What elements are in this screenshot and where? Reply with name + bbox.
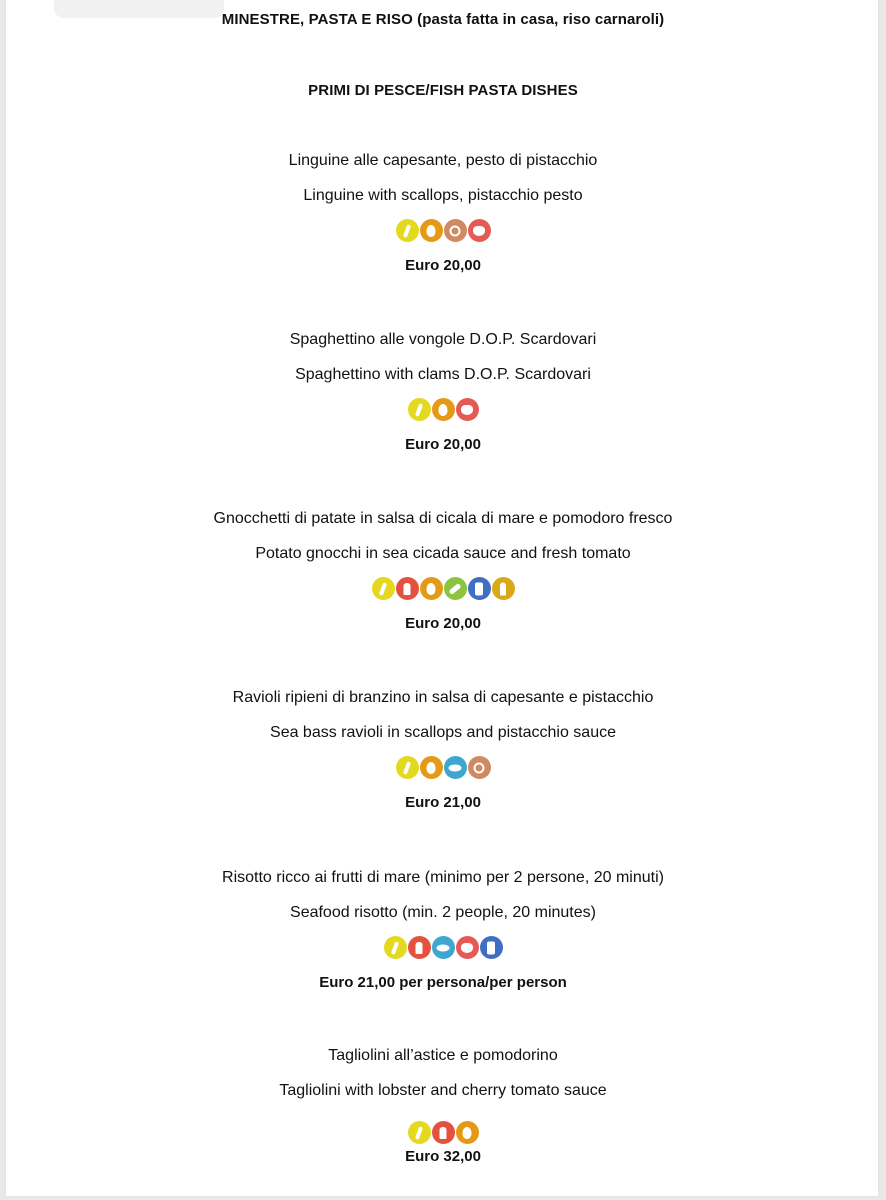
fish-icon xyxy=(444,756,467,779)
dish-name-it: Tagliolini all’astice e pomodorino xyxy=(328,1047,558,1064)
dish-name-en: Linguine with scallops, pistacchio pesto xyxy=(303,187,583,204)
allergen-icons xyxy=(0,1121,886,1145)
dish-item xyxy=(0,151,886,276)
gluten-icon xyxy=(408,1121,431,1144)
shellfish-icon xyxy=(468,219,491,242)
dish-name-en: Tagliolini with lobster and cherry tomato sauce xyxy=(279,1082,607,1099)
dish-price: Euro 32,00 xyxy=(405,1148,481,1165)
celery-icon xyxy=(444,577,467,600)
gluten-icon xyxy=(384,936,407,959)
dish-price: Euro 20,00 xyxy=(405,257,481,274)
gluten-icon xyxy=(396,756,419,779)
dish-price: Euro 21,00 per persona/per person xyxy=(319,974,567,991)
allergen-icons xyxy=(0,756,886,780)
dish-price: Euro 20,00 xyxy=(405,436,481,453)
dish-name-en: Seafood risotto (min. 2 people, 20 minutes) xyxy=(290,904,596,921)
dish-price: Euro 20,00 xyxy=(405,615,481,632)
mustard-icon xyxy=(492,577,515,600)
dish-price: Euro 21,00 xyxy=(405,794,481,811)
dish-item xyxy=(0,509,886,634)
section-title: MINESTRE, PASTA E RISO (pasta fatta in casa, riso carnaroli) xyxy=(221,11,665,28)
egg-icon xyxy=(420,756,443,779)
allergen-icons xyxy=(0,398,886,422)
egg-icon xyxy=(432,398,455,421)
egg-icon xyxy=(420,577,443,600)
crustacean-icon xyxy=(432,1121,455,1144)
subsection-title: PRIMI DI PESCE/FISH PASTA DISHES xyxy=(308,82,578,99)
mollusc-icon xyxy=(444,219,467,242)
crustacean-icon xyxy=(396,577,419,600)
milk-icon xyxy=(468,577,491,600)
dish-item xyxy=(0,688,886,813)
dish-item xyxy=(0,330,886,455)
gluten-icon xyxy=(372,577,395,600)
crustacean-icon xyxy=(408,936,431,959)
dish-name-en: Spaghettino with clams D.O.P. Scardovari xyxy=(295,366,591,383)
shellfish-icon xyxy=(456,398,479,421)
dish-name-it: Risotto ricco ai frutti di mare (minimo per 2 persone, 20 minuti) xyxy=(222,869,664,886)
gluten-icon xyxy=(408,398,431,421)
shellfish-icon xyxy=(456,936,479,959)
dish-name-it: Ravioli ripieni di branzino in salsa di capesante e pistacchio xyxy=(232,689,654,706)
dish-item xyxy=(0,1046,886,1167)
fish-icon xyxy=(432,936,455,959)
gluten-icon xyxy=(396,219,419,242)
dish-name-it: Spaghettino alle vongole D.O.P. Scardovari xyxy=(289,331,597,348)
dish-item xyxy=(0,868,886,993)
milk-icon xyxy=(480,936,503,959)
dish-name-en: Sea bass ravioli in scallops and pistacchio sauce xyxy=(270,724,616,741)
allergen-icons xyxy=(0,936,886,960)
dish-name-it: Gnocchetti di patate in salsa di cicala di mare e pomodoro fresco xyxy=(213,510,673,527)
dish-name-it: Linguine alle capesante, pesto di pistacchio xyxy=(288,152,598,169)
mollusc-icon xyxy=(468,756,491,779)
allergen-icons xyxy=(0,577,886,601)
egg-icon xyxy=(456,1121,479,1144)
egg-icon xyxy=(420,219,443,242)
dish-name-en: Potato gnocchi in sea cicada sauce and fresh tomato xyxy=(255,545,631,562)
allergen-icons xyxy=(0,219,886,243)
